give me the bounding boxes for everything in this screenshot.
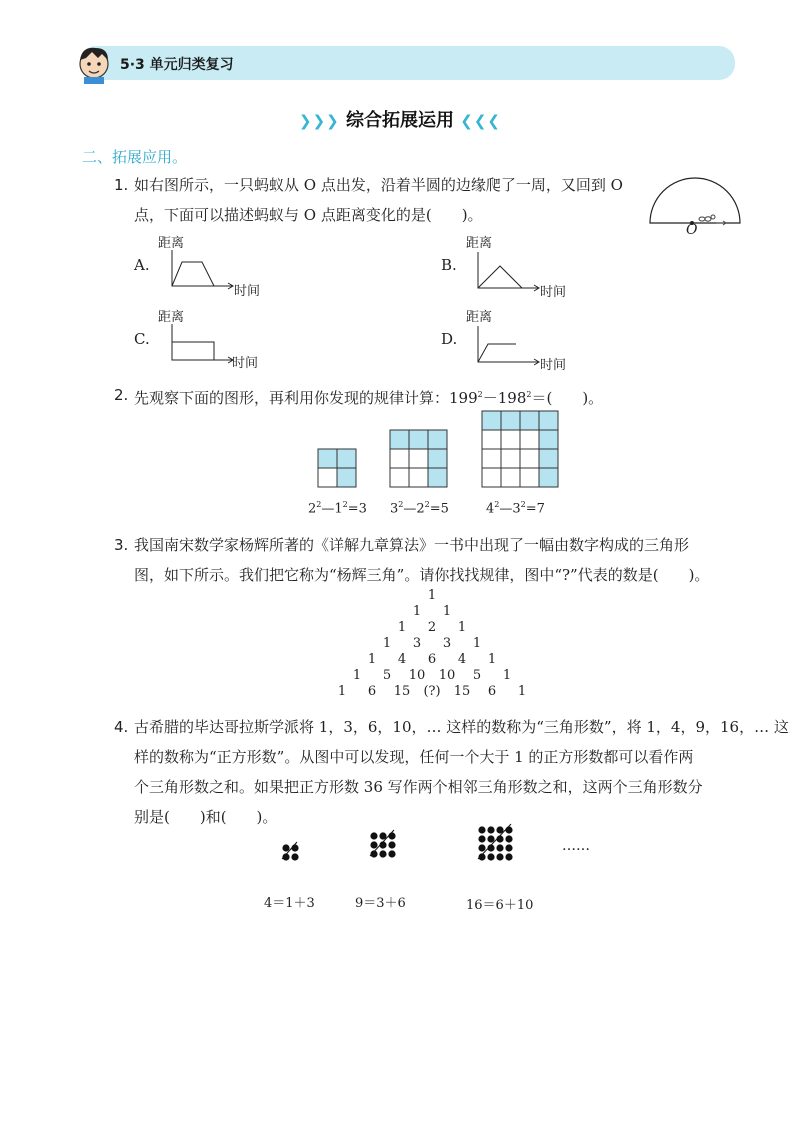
dot xyxy=(282,844,289,851)
point-o-label: O xyxy=(686,222,698,238)
formula-3-exp-a: 2 xyxy=(494,500,500,509)
formula-1-exp-a: 2 xyxy=(316,500,322,509)
formula-2-exp-b: 2 xyxy=(424,500,430,509)
question-2-text-a: 先观察下面的图形，再利用你发现的规律计算：199 xyxy=(134,389,478,407)
option-c-x-label: 时间 xyxy=(232,356,259,371)
dots-ellipsis: …… xyxy=(562,838,590,854)
triangle-number: 1 xyxy=(352,668,362,683)
triangle-number: 6 xyxy=(367,684,377,699)
page-header-title: 5·3 单元归类复习 xyxy=(120,57,234,73)
dot xyxy=(478,844,485,851)
triangle-number: 15 xyxy=(393,684,411,699)
mascot-icon xyxy=(72,40,116,84)
chevron-left-icon: ❮❮❮ xyxy=(460,112,501,130)
option-c-letter: C. xyxy=(134,330,150,348)
formula-3-exp-b: 2 xyxy=(520,500,526,509)
option-b-graph xyxy=(474,250,544,292)
formula-1-base-a: 2 xyxy=(308,501,317,517)
dots-square-16 xyxy=(478,824,513,861)
formula-3 xyxy=(486,500,545,516)
formula-2 xyxy=(390,500,449,516)
dot xyxy=(478,826,485,833)
dot xyxy=(505,844,512,851)
triangle-number: 1 xyxy=(427,588,437,603)
dot xyxy=(291,844,298,851)
question-3-line-1: 我国南宋数学家杨辉所著的《详解九章算法》一书中出现了一幅由数字构成的三角形 xyxy=(134,536,690,554)
section-title-text: 综合拓展运用 xyxy=(346,110,454,131)
square-pattern-figures xyxy=(310,405,570,495)
dots-square-4 xyxy=(282,842,299,861)
option-a-graph xyxy=(168,248,238,290)
dot xyxy=(496,844,503,851)
dot xyxy=(487,826,494,833)
triangle-number: 4 xyxy=(457,652,467,667)
dot xyxy=(496,853,503,860)
dot xyxy=(370,832,377,839)
triangle-number: 3 xyxy=(412,636,422,651)
option-a-letter: A. xyxy=(134,256,150,274)
triangle-number: 1 xyxy=(337,684,347,699)
option-d-letter: D. xyxy=(441,330,458,348)
formula-2-exp-a: 2 xyxy=(398,500,404,509)
question-4-line-3: 个三角形数之和。如果把正方形数 36 写作两个相邻三角形数之和，这两个三角形数分 xyxy=(134,778,703,796)
formula-1-exp-b: 2 xyxy=(342,500,348,509)
formula-2-base-a: 3 xyxy=(390,501,399,517)
dot xyxy=(487,853,494,860)
triangle-number: 5 xyxy=(382,668,392,683)
option-d-x-label: 时间 xyxy=(540,358,567,373)
option-a-x-label: 时间 xyxy=(234,284,261,299)
formula-2-base-b: —2 xyxy=(403,501,425,517)
question-4-line-4: 别是( )和( )。 xyxy=(134,808,278,826)
dot xyxy=(478,835,485,842)
triangle-number: 4 xyxy=(397,652,407,667)
question-2-text-c: ＝( )。 xyxy=(531,389,604,407)
triangle-number: 1 xyxy=(487,652,497,667)
grid-3x3 xyxy=(390,430,447,487)
formula-3-base-a: 4 xyxy=(486,501,495,517)
triangle-number: 10 xyxy=(408,668,426,683)
dot xyxy=(505,835,512,842)
question-2-text-b: －198 xyxy=(482,389,527,407)
triangle-number: 1 xyxy=(457,620,467,635)
grid-4x4 xyxy=(482,411,558,487)
triangle-number: 15 xyxy=(453,684,471,699)
triangle-number: 6 xyxy=(427,652,437,667)
dots-square-9 xyxy=(370,830,396,858)
triangle-number: 1 xyxy=(517,684,527,699)
triangle-number: 2 xyxy=(427,620,437,635)
question-4-line-2: 样的数称为“正方形数”。从图中可以发现，任何一个大于 1 的正方形数都可以看作两 xyxy=(134,748,694,766)
option-c-y-label: 距离 xyxy=(158,310,185,325)
question-4-line-1: 古希腊的毕达哥拉斯学派将 1，3，6，10，… 这样的数称为“三角形数”，将 1，4，9，16，… 这 xyxy=(134,718,789,736)
question-2-exponent-1: 2 xyxy=(477,390,483,399)
triangle-number: 1 xyxy=(502,668,512,683)
grid-2x2 xyxy=(318,449,356,487)
question-1-line-1: 如右图所示，一只蚂蚁从 O 点出发，沿着半圆的边缘爬了一周，又回到 O xyxy=(134,176,623,194)
dot xyxy=(388,850,395,857)
triangle-number: 6 xyxy=(487,684,497,699)
dot xyxy=(291,853,298,860)
dot xyxy=(487,835,494,842)
part-heading: 二、拓展应用。 xyxy=(82,148,188,166)
dot xyxy=(370,841,377,848)
triangle-number: 1 xyxy=(367,652,377,667)
question-4-number: 4. xyxy=(114,718,129,736)
dot xyxy=(379,850,386,857)
section-title xyxy=(0,106,800,132)
triangle-number: 3 xyxy=(442,636,452,651)
formula-3-result: =7 xyxy=(525,501,545,517)
triangle-number: 10 xyxy=(438,668,456,683)
option-d-graph xyxy=(474,324,544,366)
formula-2-result: =5 xyxy=(429,501,449,517)
triangle-number: 1 xyxy=(397,620,407,635)
formula-1-result: =3 xyxy=(347,501,367,517)
option-b-y-label: 距离 xyxy=(466,236,493,251)
question-1-number: 1. xyxy=(114,176,129,194)
question-1-line-2: 点，下面可以描述蚂蚁与 O 点距离变化的是( )。 xyxy=(134,206,483,224)
dot xyxy=(388,841,395,848)
question-3-number: 3. xyxy=(114,536,129,554)
formula-1-base-b: —1 xyxy=(321,501,343,517)
triangle-number: 1 xyxy=(382,636,392,651)
square-sum-formula-2: 9＝3＋6 xyxy=(355,896,406,911)
dot xyxy=(505,826,512,833)
square-sum-formula-3: 16＝6＋10 xyxy=(466,898,534,913)
dot xyxy=(388,832,395,839)
yanghui-triangle xyxy=(0,588,800,700)
dot-pattern-figures xyxy=(270,822,550,882)
option-b-x-label: 时间 xyxy=(540,285,567,300)
question-2-exponent-2: 2 xyxy=(526,390,532,399)
option-a-y-label: 距离 xyxy=(158,236,185,251)
option-b-letter: B. xyxy=(441,256,457,274)
triangle-number: 1 xyxy=(442,604,452,619)
formula-3-base-b: —3 xyxy=(499,501,521,517)
triangle-number: 1 xyxy=(472,636,482,651)
formula-1 xyxy=(308,500,367,516)
triangle-number: 5 xyxy=(472,668,482,683)
square-sum-formula-1: 4＝1＋3 xyxy=(264,896,315,911)
option-d-y-label: 距离 xyxy=(466,310,493,325)
option-c-graph xyxy=(168,322,238,364)
chevron-right-icon: ❯❯❯ xyxy=(299,112,340,130)
triangle-number: 1 xyxy=(412,604,422,619)
triangle-number: (?) xyxy=(423,684,441,699)
dot xyxy=(505,853,512,860)
question-3-line-2: 图，如下所示。我们把它称为“杨辉三角”。请你找找规律，图中“?”代表的数是( )。 xyxy=(134,566,710,584)
question-2-number: 2. xyxy=(114,386,129,404)
